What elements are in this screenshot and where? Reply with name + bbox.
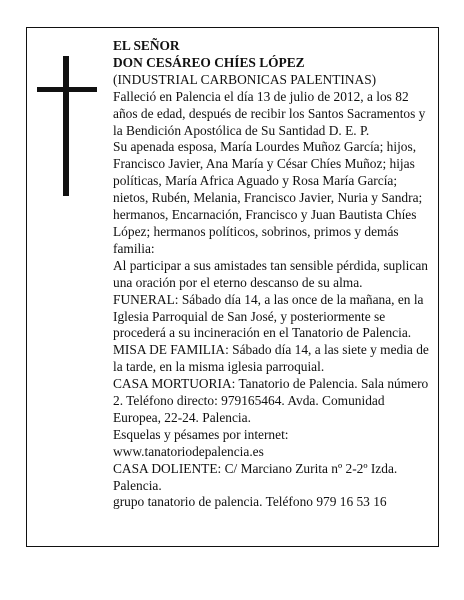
paragraph-family-home: CASA DOLIENTE: C/ Marciano Zurita nº 2-2º Izda. Palencia. xyxy=(113,460,398,493)
paragraph-prayer: Al participar a sus amistades tan sensible pérdida, suplican una oración por el eterno descanso de su alma. xyxy=(113,257,428,290)
obituary-text xyxy=(113,38,433,511)
cross-vertical-bar xyxy=(63,56,69,196)
deceased-name: DON CESÁREO CHÍES LÓPEZ xyxy=(113,54,305,70)
header-title: EL SEÑOR xyxy=(113,38,180,53)
paragraph-family-mass: MISA DE FAMILIA: Sábado día 14, a las siete y media de la tarde, en la misma iglesia parroquial. xyxy=(113,342,429,375)
paragraph-mortuary: CASA MORTUORIA: Tanatorio de Palencia. Sala número 2. Teléfono directo: 979165464. Avda. Comunidad Europea, 22-24. Palencia. xyxy=(113,376,429,425)
paragraph-family: Su apenada esposa, María Lourdes Muñoz García; hijos, Francisco Javier, Ana María y César Chíes Muñoz; hijas políticas, María Africa Aguado y Rosa María García; nietos, Rubén, Melania, Francisco Javier, Nuria y Sandra; hermanos, Encarnación, Francisco y Juan Bautista Chíes López; hermanos políticos, sobrinos, primos y demás familia: xyxy=(113,139,423,256)
paragraph-death: Falleció en Palencia el día 13 de julio de 2012, a los 82 años de edad, después de recibir los Santos Sacramentos y la Bendición Apostólica de Su Santidad D. E. P. xyxy=(113,88,426,138)
paragraph-internet: Esquelas y pésames por internet: xyxy=(113,426,289,442)
paragraph-funeral: FUNERAL: Sábado día 14, a las once de la mañana, en la Iglesia Parroquial de San José, y posteriormente se procederá a su incineración en el Tanatorio de Palencia. xyxy=(113,291,424,341)
company-name: (INDUSTRIAL CARBONICAS PALENTINAS) xyxy=(113,71,377,87)
cross-icon xyxy=(37,56,97,196)
website-url: www.tanatoriodepalencia.es xyxy=(113,443,264,459)
paragraph-contact: grupo tanatorio de palencia. Teléfono 979 16 53 16 xyxy=(113,494,387,510)
cross-horizontal-bar xyxy=(37,87,97,92)
